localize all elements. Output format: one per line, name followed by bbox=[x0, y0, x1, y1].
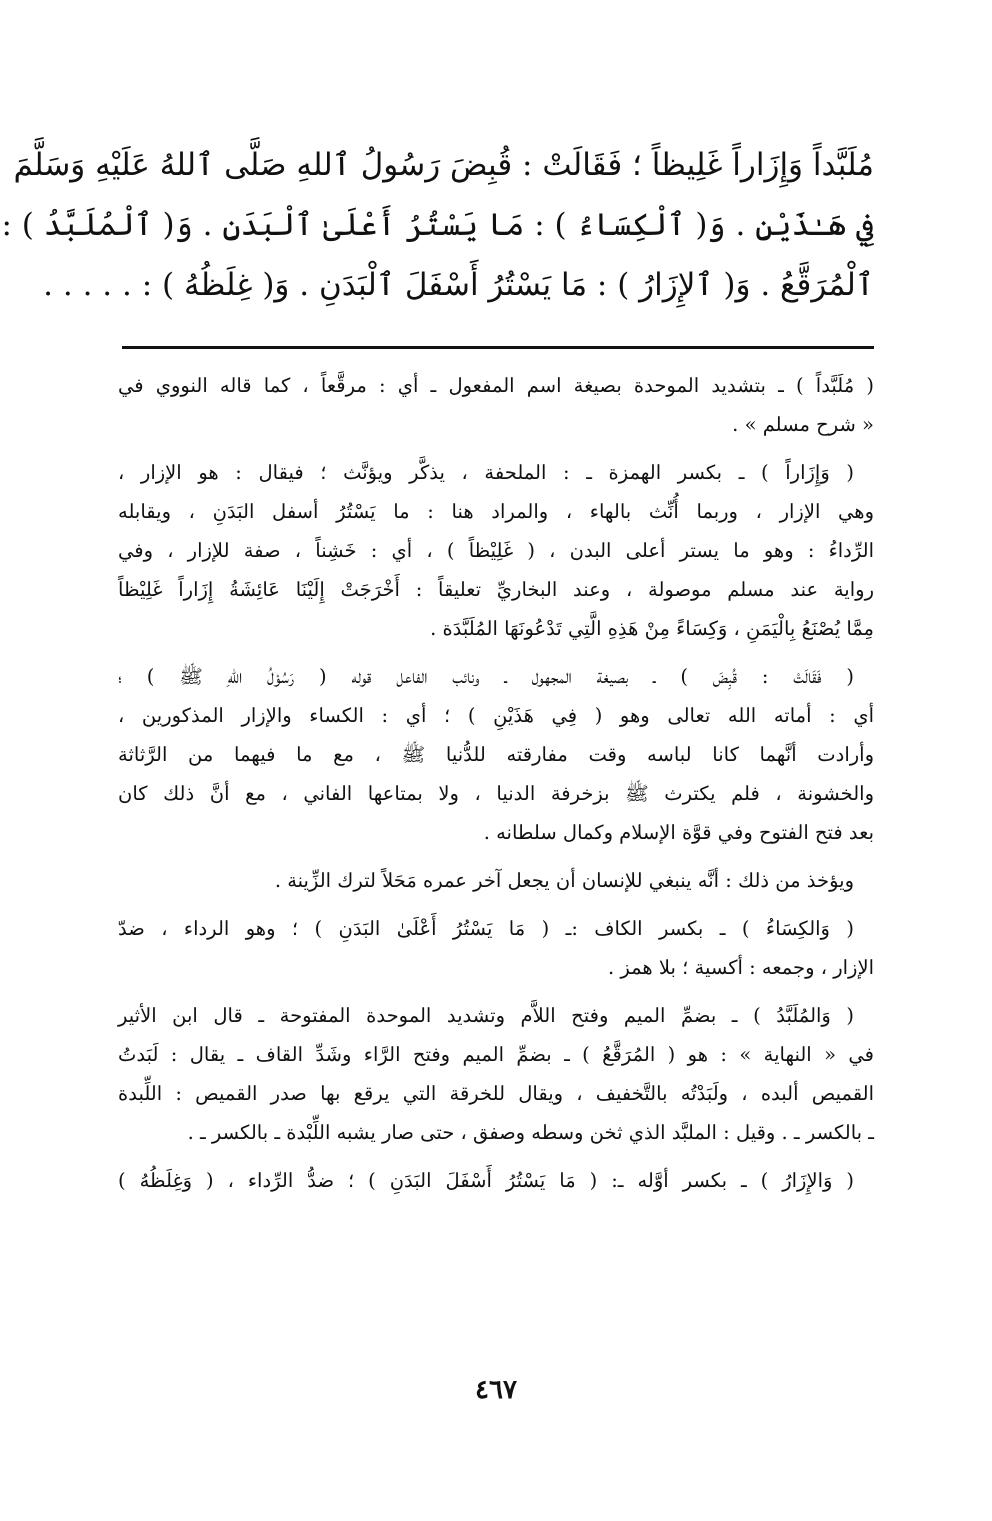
commentary-paragraph-kisa bbox=[118, 909, 874, 987]
commentary-line: ( وَالمُلَبَّدُ ) ـ بضمِّ الميم وفتح اللاَّم وتشديد الموحدة المفتوحة ـ قال ابن الأثير bbox=[118, 1004, 854, 1027]
section-divider bbox=[122, 346, 874, 349]
commentary-paragraph-izar-2 bbox=[118, 1161, 874, 1200]
main-hadith-text bbox=[1, 135, 874, 315]
commentary-line: ـ بالكسر ـ . وقيل : الملبَّد الذي ثخن وسطه وصفق ، حتى صار يشبه اللِّبْدة ـ بالكسر ـ . bbox=[187, 1121, 874, 1144]
commentary-line: « شرح مسلم » . bbox=[732, 413, 874, 436]
commentary-line: والخشونة ، فلم يكترث ﷺ بزخرفة الدنيا ، ولا بمتاعها الفاني ، مع أنَّ ذلك كان bbox=[118, 782, 874, 805]
main-text-line-2: فِي هَـٰذَيْنِ . وَ( ٱلْكِسَاءُ ) : مَا يَسْتُرُ أَعْلَىٰ ٱلْبَدَنِ . وَ( ٱلْمُلَبَّدُ ) : bbox=[1, 207, 874, 243]
commentary-section bbox=[118, 366, 874, 1209]
page-number: ٤٦٧ bbox=[475, 1375, 517, 1405]
commentary-paragraph-lesson bbox=[118, 861, 874, 900]
commentary-line: وأرادت أنَّهما كانا لباسه وقت مفارقته للدُّنيا ﷺ ، مع ما فيهما من الرَّثاثة bbox=[118, 743, 874, 766]
commentary-line: رواية عند مسلم موصولة ، وعند البخاريِّ تعليقاً : أَخْرَجَتْ إِلَيْنَا عَائِشَةُ إِزَاراً غَلِيْظاً bbox=[118, 578, 874, 601]
commentary-line: ( فَقَالَتْ : قُبِضَ ) ـ بصيغة المجهول ـ ونائب الفاعل قوله ( رَسُوْلُ اللهِ ﷺ ) ؛ bbox=[118, 665, 854, 688]
commentary-line: وهي الإزار ، وربما أُنِّث بالهاء ، والمراد هنا : ما يَسْتُرُ أسفل البَدَنِ ، ويقابله bbox=[118, 500, 874, 523]
commentary-line: الإزار ، وجمعه : أكسية ؛ بلا همز . bbox=[607, 956, 874, 979]
commentary-line: ( مُلَبَّداً ) ـ بتشديد الموحدة بصيغة اسم المفعول ـ أي : مرقَّعاً ، كما قاله النووي في bbox=[118, 374, 874, 397]
commentary-line: مِمَّا يُصْنَعُ بِالْيَمَنِ ، وَكِسَاءً مِنْ هَذِهِ الَّتِي تَدْعُونَهَا المُلَبَّدَة . bbox=[430, 617, 874, 640]
commentary-line: أي : أماته الله تعالى وهو ( فِي هَذَيْنِ ) ؛ أي : الكساء والإزار المذكورين ، bbox=[118, 704, 874, 727]
commentary-line: القميص ألبده ، ولَبَدْتُه بالتَّخفيف ، ويقال للخرقة التي يرقع بها صدر القميص : اللِّبدة bbox=[118, 1082, 874, 1105]
commentary-line: ( وَالكِسَاءُ ) ـ بكسر الكاف :ـ ( مَا يَسْتُرُ أَعْلَىٰ البَدَنِ ) ؛ وهو الرداء ، ضدّ bbox=[118, 917, 854, 940]
commentary-line: ويؤخذ من ذلك : أنَّه ينبغي للإنسان أن يجعل آخر عمره مَحَلاً لترك الزِّينة . bbox=[274, 869, 854, 892]
commentary-line: في « النهاية » : هو ( المُرَقَّعُ ) ـ بضمِّ الميم وفتح الرَّاء وشَدِّ القاف ـ يقال : لَبَدتُ bbox=[118, 1043, 874, 1066]
commentary-line: بعد فتح الفتوح وفي قوَّة الإسلام وكمال سلطانه . bbox=[483, 821, 874, 844]
commentary-paragraph-qubida bbox=[118, 657, 874, 852]
commentary-line: الرِّداءُ : وهو ما يستر أعلى البدن ، ( غَلِيْظاً ) ، أي : خَشِناً ، صفة للإزار ، وفي bbox=[118, 539, 874, 562]
commentary-line: ( وَالإِزَارُ ) ـ بكسر أوَّله ـ: ( مَا يَسْتُرُ أَسْفَلَ البَدَنِ ) ؛ ضدُّ الرِّداء ، ( وَغِلَظُهُ ) bbox=[118, 1169, 854, 1192]
main-text-line-3: ٱلْمُرَقَّعُ . وَ( ٱلإِزَارُ ) : مَا يَسْتُرُ أَسْفَلَ ٱلْبَدَنِ . وَ( غِلَظُهُ ) : . . . . . bbox=[43, 267, 874, 303]
commentary-paragraph-mulabbad-2 bbox=[118, 996, 874, 1152]
main-text-line-1: مُلَبَّداً وَإِزَاراً غَلِيظاً ؛ فَقَالَتْ : قُبِضَ رَسُولُ ٱللهِ صَلَّى ٱللهُ عَلَيْهِ وَسَلَّمَ bbox=[13, 147, 874, 183]
commentary-line: ( وَإِزَاراً ) ـ بكسر الهمزة ـ : الملحفة ، يذكَّر ويؤنَّث ؛ فيقال : هو الإزار ، bbox=[118, 461, 854, 484]
commentary-paragraph-izar bbox=[118, 453, 874, 648]
commentary-paragraph-mulabbad bbox=[118, 366, 874, 444]
